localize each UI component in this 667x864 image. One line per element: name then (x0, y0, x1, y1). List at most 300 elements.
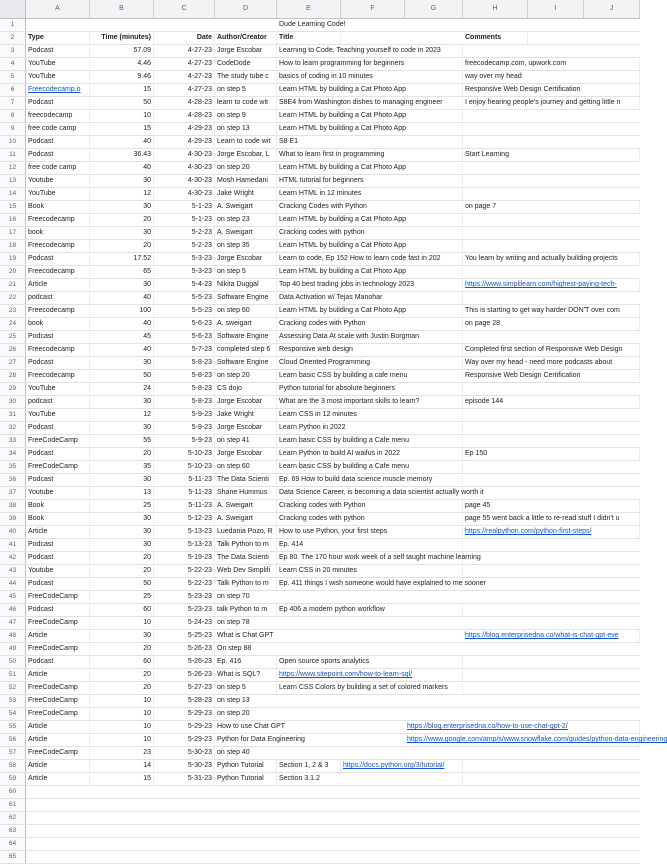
cell-date[interactable]: 5-11-23 (154, 474, 215, 486)
cell-type[interactable]: YouTube (26, 409, 90, 421)
cell-title[interactable]: Python tutorial for absolute beginners (277, 383, 463, 395)
cell-type[interactable]: Podcast (26, 422, 90, 434)
cell-date[interactable]: 5-8-23 (154, 383, 215, 395)
cell-author[interactable]: The Data Scienti (215, 552, 277, 564)
row-number[interactable]: 46 (0, 604, 26, 616)
row-number[interactable]: 47 (0, 617, 26, 629)
row-number[interactable]: 32 (0, 422, 26, 434)
cell-type[interactable]: Podcast (26, 448, 90, 460)
cell-type[interactable]: Podcast (26, 552, 90, 564)
cell-date[interactable]: 4-30-23 (154, 162, 215, 174)
cell-type[interactable]: Book (26, 513, 90, 525)
cell-time[interactable]: 36.43 (90, 149, 154, 161)
row-number[interactable]: 48 (0, 630, 26, 642)
cell-date[interactable]: 4-28-23 (154, 97, 215, 109)
cell-date[interactable]: 5-12-23 (154, 513, 215, 525)
cell-date[interactable]: 5-10-23 (154, 461, 215, 473)
cell-comments[interactable]: Comments (463, 32, 528, 44)
row-number[interactable]: 64 (0, 838, 26, 850)
cell-date[interactable]: 5-26-23 (154, 669, 215, 681)
row-number[interactable]: 37 (0, 487, 26, 499)
cell-time[interactable]: 30 (90, 526, 154, 538)
cell-date[interactable]: 5-9-23 (154, 409, 215, 421)
cell-author[interactable]: on step 78 (217, 619, 250, 626)
cell-time[interactable]: 60 (90, 604, 154, 616)
column-header-e[interactable]: E (277, 0, 341, 18)
cell-type[interactable]: Freecodecamp (26, 344, 90, 356)
cell-type[interactable]: book (26, 227, 90, 239)
cell-date[interactable]: 5-27-23 (154, 682, 215, 694)
cell-date[interactable]: 5-11-23 (154, 487, 215, 499)
cell-type[interactable]: Podcast (26, 331, 90, 343)
cell-time[interactable]: 30 (90, 539, 154, 551)
row-number[interactable]: 27 (0, 357, 26, 369)
cell-type[interactable]: YouTube (26, 383, 90, 395)
cell-type[interactable]: Podcast (26, 539, 90, 551)
cell-date[interactable]: 5-8-23 (154, 370, 215, 382)
row-number[interactable]: 65 (0, 851, 26, 863)
cell-title[interactable]: Learn HTML by building a Cat Photo App (277, 123, 463, 135)
cell-time[interactable]: 10 (90, 708, 154, 720)
row-number[interactable]: 7 (0, 97, 26, 109)
cell-time[interactable]: 30 (90, 422, 154, 434)
cell-title[interactable]: What to learn first in programming (277, 149, 463, 161)
row-number[interactable]: 33 (0, 435, 26, 447)
cell-type[interactable]: FreeCodeCamp (26, 747, 90, 759)
cell-type[interactable]: Article (26, 526, 90, 538)
row-number[interactable]: 62 (0, 812, 26, 824)
cell-date[interactable]: 5-1-23 (154, 214, 215, 226)
cell-type[interactable]: FreeCodeCamp (26, 435, 90, 447)
row-number[interactable]: 40 (0, 526, 26, 538)
cell-title[interactable]: Ep. 69 How to build data science muscle memory (277, 474, 463, 486)
row-number[interactable]: 44 (0, 578, 26, 590)
row-number[interactable]: 30 (0, 396, 26, 408)
cell-time[interactable]: Time (minutes) (90, 32, 154, 44)
cell-title[interactable]: Learn Python in 2022 (277, 422, 463, 434)
cell-type[interactable]: Article (26, 630, 90, 642)
cell-comments[interactable]: Start Learning (463, 149, 640, 161)
column-header-c[interactable]: C (154, 0, 215, 18)
cell-date[interactable]: 5-19-23 (154, 552, 215, 564)
cell-date[interactable]: 5-13-23 (154, 539, 215, 551)
cell-title[interactable]: Cracking codes with Python (277, 500, 463, 512)
cell-type[interactable]: Freecodecamp (26, 214, 90, 226)
cell-time[interactable]: 30 (90, 630, 154, 642)
row-number[interactable]: 60 (0, 786, 26, 798)
cell-title[interactable]: Cloud Oriented Programming (277, 357, 463, 369)
cell-author[interactable]: Python Tutorial (215, 760, 277, 772)
cell-time[interactable]: 60 (90, 656, 154, 668)
cell-author[interactable]: CodeDode (215, 58, 277, 70)
cell-author[interactable]: on step 13 (215, 123, 277, 135)
cell-type[interactable]: free code camp (26, 123, 90, 135)
column-header-h[interactable]: H (463, 0, 528, 18)
cell-author[interactable]: Jorge Escobar (215, 45, 277, 57)
row-number[interactable]: 63 (0, 825, 26, 837)
row-number[interactable]: 13 (0, 175, 26, 187)
cell-author[interactable]: A. sweigart (215, 318, 277, 330)
cell-author[interactable]: on step 20 (215, 162, 277, 174)
row-number[interactable]: 1 (0, 19, 26, 31)
cell-time[interactable]: 35 (90, 461, 154, 473)
cell-date[interactable]: 4-28-23 (154, 110, 215, 122)
cell-author[interactable]: on step 60 (215, 305, 277, 317)
cell-time[interactable]: 20 (90, 448, 154, 460)
cell-author[interactable]: on step 5 (215, 682, 277, 694)
cell-type[interactable]: Youtube (26, 565, 90, 577)
cell-type[interactable]: book (26, 318, 90, 330)
cell-author[interactable]: The study tube c (215, 71, 277, 83)
row-number[interactable]: 10 (0, 136, 26, 148)
cell-date[interactable]: 5-9-23 (154, 435, 215, 447)
row-number[interactable]: 11 (0, 149, 26, 161)
cell-comments[interactable]: on page 28 (463, 318, 640, 330)
cell-author[interactable]: Author/Creator (215, 32, 277, 44)
row-number[interactable]: 23 (0, 305, 26, 317)
row-number[interactable]: 16 (0, 214, 26, 226)
cell-title[interactable]: Learn HTML in 12 minutes (277, 188, 463, 200)
cell-date[interactable]: 4-27-23 (154, 84, 215, 96)
cell-type[interactable]: Type (26, 32, 90, 44)
cell-date[interactable]: 4-30-23 (154, 188, 215, 200)
cell-author[interactable]: Talk Python to m (215, 539, 277, 551)
cell-date[interactable]: 5-11-23 (154, 500, 215, 512)
cell-date[interactable]: 5-30-23 (154, 760, 215, 772)
cell-g[interactable]: https://www.google.com/amp/s/www.snowflake.com/guides/python-data-engineering (405, 734, 640, 746)
cell-time[interactable]: 30 (90, 396, 154, 408)
cell-author[interactable]: completed step 6 (215, 344, 277, 356)
row-number[interactable]: 26 (0, 344, 26, 356)
cell-type[interactable]: Article (26, 760, 90, 772)
cell-author[interactable]: on step 35 (215, 240, 277, 252)
cell-time[interactable]: 23 (90, 747, 154, 759)
cell-date[interactable]: 5-24-23 (154, 617, 215, 629)
cell-type[interactable]: Podcast (26, 253, 90, 265)
row-number[interactable]: 59 (0, 773, 26, 785)
column-header-d[interactable]: D (215, 0, 277, 18)
cell-time[interactable]: 9.46 (90, 71, 154, 83)
cell-title[interactable]: Data Activation w/ Tejas Manohar (277, 292, 463, 304)
cell-author[interactable]: on step 60 (215, 461, 277, 473)
cell-title[interactable]: Learn HTML by building a Cat Photo App (277, 162, 463, 174)
cell-title[interactable]: Learn Python to build AI waifus in 2022 (277, 448, 463, 460)
cell-author[interactable]: on step 9 (215, 110, 277, 122)
cell-date[interactable]: 5-10-23 (154, 448, 215, 460)
row-number[interactable]: 29 (0, 383, 26, 395)
row-number[interactable]: 43 (0, 565, 26, 577)
row-number[interactable]: 56 (0, 734, 26, 746)
cell-type[interactable]: FreeCodeCamp (26, 708, 90, 720)
cell-time[interactable]: 30 (90, 357, 154, 369)
cell-date[interactable]: 5-29-23 (154, 734, 215, 746)
cell-author[interactable]: Jorge Escobar, L (215, 149, 277, 161)
cell-title[interactable]: https://www.sitepoint.com/how-to-learn-sql/ (277, 669, 463, 681)
cell-date[interactable]: 4-29-23 (154, 136, 215, 148)
cell-title[interactable]: Top 40 best trading jobs in technology 2023 (277, 279, 463, 291)
cell-author[interactable]: On step 88 (217, 645, 252, 652)
cell-author[interactable]: Nikita Duggal (215, 279, 277, 291)
cell-author[interactable]: Software Engine (215, 331, 277, 343)
cell-time[interactable]: 10 (90, 721, 154, 733)
cell-time[interactable]: 24 (90, 383, 154, 395)
cell-author[interactable]: Python for Data Engineering (217, 736, 305, 743)
cell-time[interactable]: 20 (90, 643, 154, 655)
cell-type[interactable]: Freecodecamp (26, 305, 90, 317)
row-number[interactable]: 8 (0, 110, 26, 122)
cell-author[interactable]: What is SQL? (215, 669, 277, 681)
cell-type[interactable]: Freecodecamp.o (26, 84, 90, 96)
cell-author[interactable]: on step 5 (215, 84, 277, 96)
cell-title[interactable]: Assessing Data At scale with Justin Borgman (277, 331, 463, 343)
row-number[interactable]: 53 (0, 695, 26, 707)
cell-author[interactable]: Learn to code wit (215, 136, 277, 148)
cell-date[interactable]: 5-29-23 (154, 721, 215, 733)
row-number[interactable]: 14 (0, 188, 26, 200)
cell-comments[interactable]: Responsive Web Design Certification (463, 370, 640, 382)
cell-type[interactable]: Youtube (26, 175, 90, 187)
cell-title[interactable]: Learn HTML by building a Cat Photo App (277, 84, 463, 96)
cell-author[interactable]: on step 40 (217, 749, 250, 756)
row-number[interactable]: 17 (0, 227, 26, 239)
row-number[interactable]: 24 (0, 318, 26, 330)
cell-type[interactable]: Freecodecamp (26, 266, 90, 278)
cell-time[interactable]: 14 (90, 760, 154, 772)
cell-type[interactable]: Podcast (26, 656, 90, 668)
row-number[interactable]: 6 (0, 84, 26, 96)
cell-type[interactable]: podcast (26, 396, 90, 408)
cell-author[interactable]: on step 13 (217, 697, 250, 704)
cell-time[interactable]: 45 (90, 331, 154, 343)
row-number[interactable]: 19 (0, 253, 26, 265)
row-number[interactable]: 12 (0, 162, 26, 174)
cell-date[interactable]: 4-27-23 (154, 71, 215, 83)
cell-type[interactable]: FreeCodeCamp (26, 643, 90, 655)
cell-g[interactable]: https://blog.enterprisedna.co/how-to-use-chat-gpt-2/ (405, 721, 640, 733)
row-number[interactable]: 15 (0, 201, 26, 213)
row-number[interactable]: 45 (0, 591, 26, 603)
row-number[interactable]: 35 (0, 461, 26, 473)
cell-time[interactable]: 17.52 (90, 253, 154, 265)
cell-type[interactable]: FreeCodeCamp (26, 591, 90, 603)
cell-title[interactable]: How to learn programming for beginners (277, 58, 463, 70)
cell-title[interactable]: Learn HTML by building a Cat Photo App (277, 214, 463, 226)
cell-comments[interactable]: I enjoy hearing people's journey and getting little n (463, 97, 640, 109)
cell-title[interactable]: Learn CSS in 20 minutes (277, 565, 463, 577)
cell-time[interactable]: 30 (90, 279, 154, 291)
cell-comments[interactable]: episode 144 (463, 396, 640, 408)
cell-author[interactable]: A. Sweigart (215, 201, 277, 213)
cell-date[interactable]: 4-30-23 (154, 149, 215, 161)
cell-title[interactable]: Dude Learning Code! (279, 21, 346, 28)
cell-type[interactable]: Article (26, 279, 90, 291)
cell-time[interactable]: 25 (90, 500, 154, 512)
cell-date[interactable]: 5-1-23 (154, 201, 215, 213)
cell-type[interactable]: podcast (26, 292, 90, 304)
cell-time[interactable]: 20 (90, 214, 154, 226)
cell-time[interactable]: 25 (90, 591, 154, 603)
cell-date[interactable]: 5-6-23 (154, 318, 215, 330)
cell-title[interactable]: Learn HTML by building a Cat Photo App (277, 305, 463, 317)
row-number[interactable]: 52 (0, 682, 26, 694)
cell-title[interactable]: Learn basic CSS by building a Cafe menu (277, 461, 463, 473)
cell-date[interactable]: 5-22-23 (154, 565, 215, 577)
column-header-j[interactable]: J (584, 0, 640, 18)
cell-type[interactable]: FreeCodeCamp (26, 682, 90, 694)
cell-title[interactable]: Learn to code, Ep 152 How to learn code fast in 202 (277, 253, 463, 265)
row-number[interactable]: 58 (0, 760, 26, 772)
cell-f[interactable]: https://docs.python.org/3/tutorial/ (341, 760, 463, 772)
cell-date[interactable]: 4-30-23 (154, 175, 215, 187)
row-number[interactable]: 36 (0, 474, 26, 486)
cell-time[interactable]: 50 (90, 578, 154, 590)
cell-date[interactable]: 5-6-23 (154, 331, 215, 343)
cell-type[interactable]: freecodecamp (26, 110, 90, 122)
cell-time[interactable]: 13 (90, 487, 154, 499)
cell-date[interactable]: 5-25-23 (154, 630, 215, 642)
cell-title[interactable]: Responsive web design (277, 344, 463, 356)
cell-author[interactable]: Software Engine (215, 357, 277, 369)
cell-type[interactable]: FreeCodeCamp (26, 461, 90, 473)
cell-date[interactable]: 5-2-23 (154, 227, 215, 239)
cell-author[interactable]: A. Sweigart (215, 513, 277, 525)
cell-comments[interactable]: Completed first section of Responsive Web Design (463, 344, 640, 356)
cell-comments[interactable]: This is starting to get way harder DON'T over com (463, 305, 640, 317)
cell-title[interactable]: Title (277, 32, 341, 44)
cell-type[interactable]: Podcast (26, 97, 90, 109)
cell-time[interactable]: 15 (90, 123, 154, 135)
cell-author[interactable]: Jorge Escobar (215, 422, 277, 434)
cell-date[interactable]: 5-5-23 (154, 305, 215, 317)
cell-title[interactable]: Section 1, 2 & 3 (277, 760, 341, 772)
cell-time[interactable]: 40 (90, 344, 154, 356)
cell-title[interactable]: What are the 3 most important skills to learn? (277, 396, 463, 408)
cell-type[interactable]: Article (26, 734, 90, 746)
cell-author[interactable]: CS dojo (215, 383, 277, 395)
cell-time[interactable]: 10 (90, 110, 154, 122)
cell-author[interactable]: on step 23 (215, 214, 277, 226)
cell-date[interactable]: 5-8-23 (154, 357, 215, 369)
row-number[interactable]: 51 (0, 669, 26, 681)
cell-title[interactable]: Learn CSS Colors by building a set of colored markers (277, 682, 463, 694)
cell-type[interactable]: free code camp (26, 162, 90, 174)
cell-title[interactable]: Learn HTML by building a Cat Photo App (277, 240, 463, 252)
row-number[interactable]: 42 (0, 552, 26, 564)
cell-date[interactable]: 5-5-23 (154, 292, 215, 304)
cell-author[interactable]: Software Engine (215, 292, 277, 304)
cell-date[interactable]: 5-13-23 (154, 526, 215, 538)
row-number[interactable]: 18 (0, 240, 26, 252)
cell-title[interactable]: Learn HTML by building a Cat Photo App (277, 266, 463, 278)
cell-time[interactable]: 30 (90, 175, 154, 187)
row-number[interactable]: 22 (0, 292, 26, 304)
cell-time[interactable]: 100 (90, 305, 154, 317)
cell-author[interactable]: on step 70 (217, 593, 250, 600)
cell-date[interactable]: 5-9-23 (154, 422, 215, 434)
cell-time[interactable]: 12 (90, 409, 154, 421)
cell-type[interactable]: Podcast (26, 149, 90, 161)
cell-time[interactable]: 10 (90, 617, 154, 629)
cell-time[interactable]: 20 (90, 552, 154, 564)
cell-date[interactable]: 5-30-23 (154, 747, 215, 759)
cell-type[interactable]: Podcast (26, 578, 90, 590)
cell-author[interactable]: Jorge Escobar (215, 396, 277, 408)
cell-title[interactable]: Learn basic CSS by building a cafe menu (277, 370, 463, 382)
cell-comments[interactable]: https://www.simplilearn.com/highest-paying-tech- (463, 279, 640, 291)
cell-time[interactable]: 55 (90, 435, 154, 447)
cell-time[interactable]: 15 (90, 84, 154, 96)
cell-type[interactable]: Youtube (26, 487, 90, 499)
cell-title[interactable]: S8E4 from Washington dishes to managing engineer (277, 97, 463, 109)
row-number[interactable]: 5 (0, 71, 26, 83)
cell-type[interactable]: Article (26, 669, 90, 681)
cell-type[interactable]: Book (26, 500, 90, 512)
cell-author[interactable]: Ep. 416 (215, 656, 277, 668)
column-header-a[interactable]: A (26, 0, 90, 18)
cell-date[interactable]: 5-22-23 (154, 578, 215, 590)
cell-type[interactable]: Podcast (26, 474, 90, 486)
cell-type[interactable]: YouTube (26, 71, 90, 83)
cell-title[interactable]: Cracking codes with python (277, 227, 463, 239)
cell-time[interactable]: 30 (90, 201, 154, 213)
row-number[interactable]: 25 (0, 331, 26, 343)
cell-comments[interactable]: Responsive Web Design Certification (463, 84, 640, 96)
cell-time[interactable]: 40 (90, 136, 154, 148)
row-number[interactable]: 21 (0, 279, 26, 291)
row-number[interactable]: 57 (0, 747, 26, 759)
cell-author[interactable]: How to use Chat GPT (217, 723, 286, 730)
row-number[interactable]: 41 (0, 539, 26, 551)
cell-date[interactable]: 5-31-23 (154, 773, 215, 785)
cell-title[interactable]: basics of coding in 10 minutes (277, 71, 463, 83)
row-number[interactable]: 2 (0, 32, 26, 44)
cell-comments[interactable]: way over my head (463, 71, 640, 83)
cell-time[interactable]: 15 (90, 773, 154, 785)
cell-date[interactable]: 5-26-23 (154, 656, 215, 668)
cell-date[interactable]: 5-3-23 (154, 266, 215, 278)
cell-time[interactable]: 50 (90, 97, 154, 109)
cell-author[interactable]: Python Tutorial (215, 773, 277, 785)
cell-title[interactable]: Cracking codes with Python (277, 318, 463, 330)
column-header-g[interactable]: G (405, 0, 463, 18)
row-number[interactable]: 4 (0, 58, 26, 70)
column-header-i[interactable]: I (528, 0, 584, 18)
cell-title[interactable]: Ep 406 a modern python workflow (277, 604, 463, 616)
cell-title[interactable]: Cracking codes with python (277, 513, 463, 525)
cell-author[interactable]: Jake Wright (215, 188, 277, 200)
cell-title[interactable]: HTML tutorial for beginners (277, 175, 463, 187)
cell-author[interactable]: A. Sweigart (215, 227, 277, 239)
cell-date[interactable]: 5-7-23 (154, 344, 215, 356)
cell-date[interactable]: 5-23-23 (154, 591, 215, 603)
cell-author[interactable]: What is Chat GPT (217, 632, 274, 639)
cell-time[interactable]: 12 (90, 188, 154, 200)
cell-comments[interactable]: page 45 (463, 500, 640, 512)
cell-type[interactable]: Article (26, 721, 90, 733)
cell-type[interactable]: Podcast (26, 604, 90, 616)
cell-date[interactable]: 4-27-23 (154, 58, 215, 70)
cell-comments[interactable]: Ep 150 (463, 448, 640, 460)
cell-time[interactable]: 10 (90, 695, 154, 707)
row-number[interactable]: 3 (0, 45, 26, 57)
cell-comments[interactable]: Way over my head - need more podcasts about (463, 357, 640, 369)
cell-title[interactable]: Data Science Career, is becoming a data scientist actually worth it (277, 487, 463, 499)
cell-time[interactable]: 57.09 (90, 45, 154, 57)
cell-date[interactable]: 4-27-23 (154, 45, 215, 57)
cell-date[interactable]: 5-4-23 (154, 279, 215, 291)
cell-date[interactable]: 5-23-23 (154, 604, 215, 616)
cell-author[interactable]: learn to code wit (215, 97, 277, 109)
